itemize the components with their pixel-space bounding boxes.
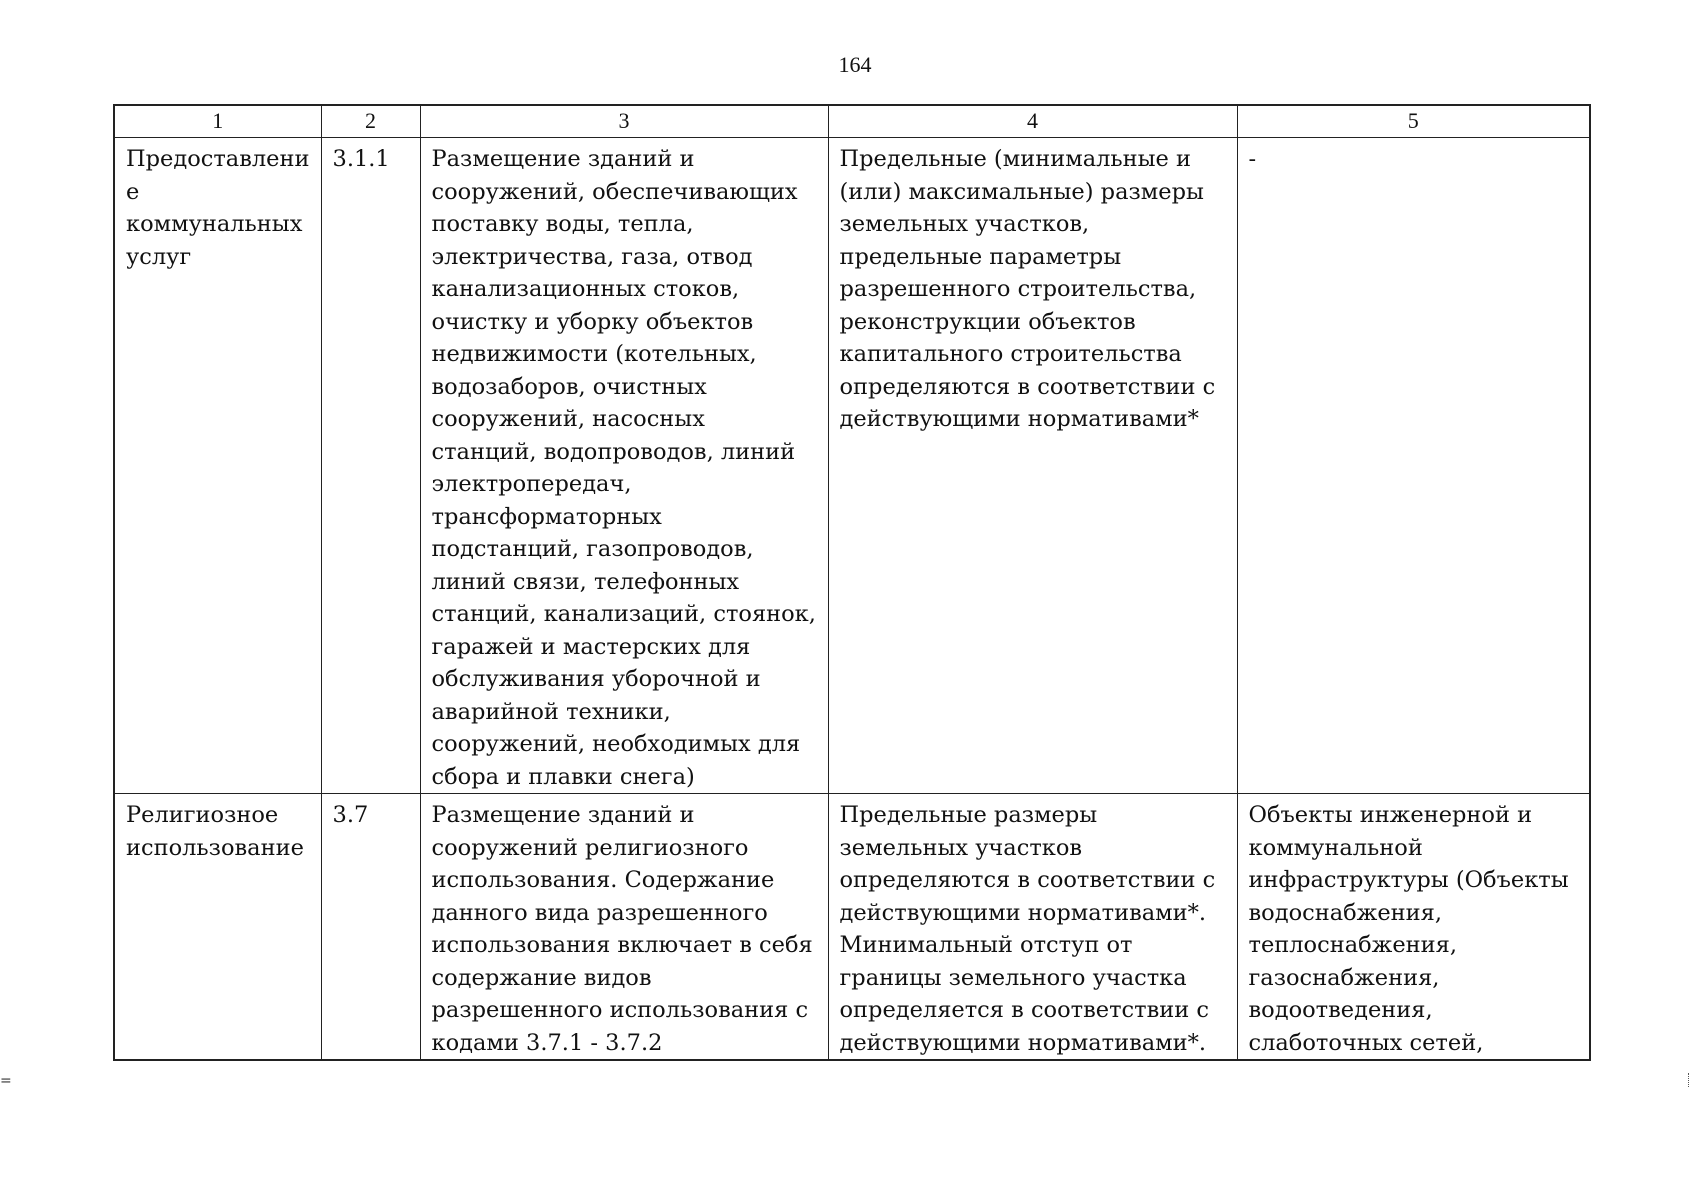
use-type-code: 3.7 <box>321 794 420 1061</box>
use-type-description: Размещение зданий и сооружений религиозного использования. Содержание данного вида разрешенного использования включает в себя содержание видов разрешенного использования с кодами 3.7.1 - 3.7.2 <box>420 794 828 1061</box>
table-row <box>114 794 1590 1061</box>
margin-mark-dots <box>1688 1073 1692 1087</box>
column-header-2: 2 <box>321 105 420 138</box>
use-type-parameters: Предельные (минимальные и (или) максимальные) размеры земельных участков, предельные параметры разрешенного строительства, реконструкции объектов капитального строительства определяются в соответствии с действующими нормативами* <box>828 138 1237 794</box>
column-header-1: 1 <box>114 105 321 138</box>
margin-mark: = <box>0 1073 12 1089</box>
column-header-5: 5 <box>1237 105 1590 138</box>
use-type-parameters: Предельные размеры земельных участков определяются в соответствии с действующими нормативами*. Минимальный отступ от границы земельного участка определяется в соответствии с действующими нормативами*. <box>828 794 1237 1061</box>
table-row <box>114 138 1590 794</box>
use-type-notes: Объекты инженерной и коммунальной инфраструктуры (Объекты водоснабжения, теплоснабжения, газоснабжения, водоотведения, слаботочных сетей, <box>1237 794 1590 1061</box>
page-number: 164 <box>838 52 872 77</box>
column-header-3: 3 <box>420 105 828 138</box>
land-use-table <box>113 104 1591 1061</box>
use-type-code: 3.1.1 <box>321 138 420 794</box>
use-type-name: Предоставлени е коммунальных услуг <box>114 138 321 794</box>
table-header-row <box>114 105 1590 138</box>
use-type-description: Размещение зданий и сооружений, обеспечивающих поставку воды, тепла, электричества, газа, отвод канализационных стоков, очистку и уборку объектов недвижимости (котельных, водозаборов, очистных сооружений, насосных станций, водопроводов, линий электропередач, трансформаторных подстанций, газопроводов, линий связи, телефонных станций, канализаций, стоянок, гаражей и мастерских для обслуживания уборочной и аварийной техники, сооружений, необходимых для сбора и плавки снега) <box>420 138 828 794</box>
use-type-name: Религиозное использование <box>114 794 321 1061</box>
column-header-4: 4 <box>828 105 1237 138</box>
use-type-notes: - <box>1237 138 1590 794</box>
